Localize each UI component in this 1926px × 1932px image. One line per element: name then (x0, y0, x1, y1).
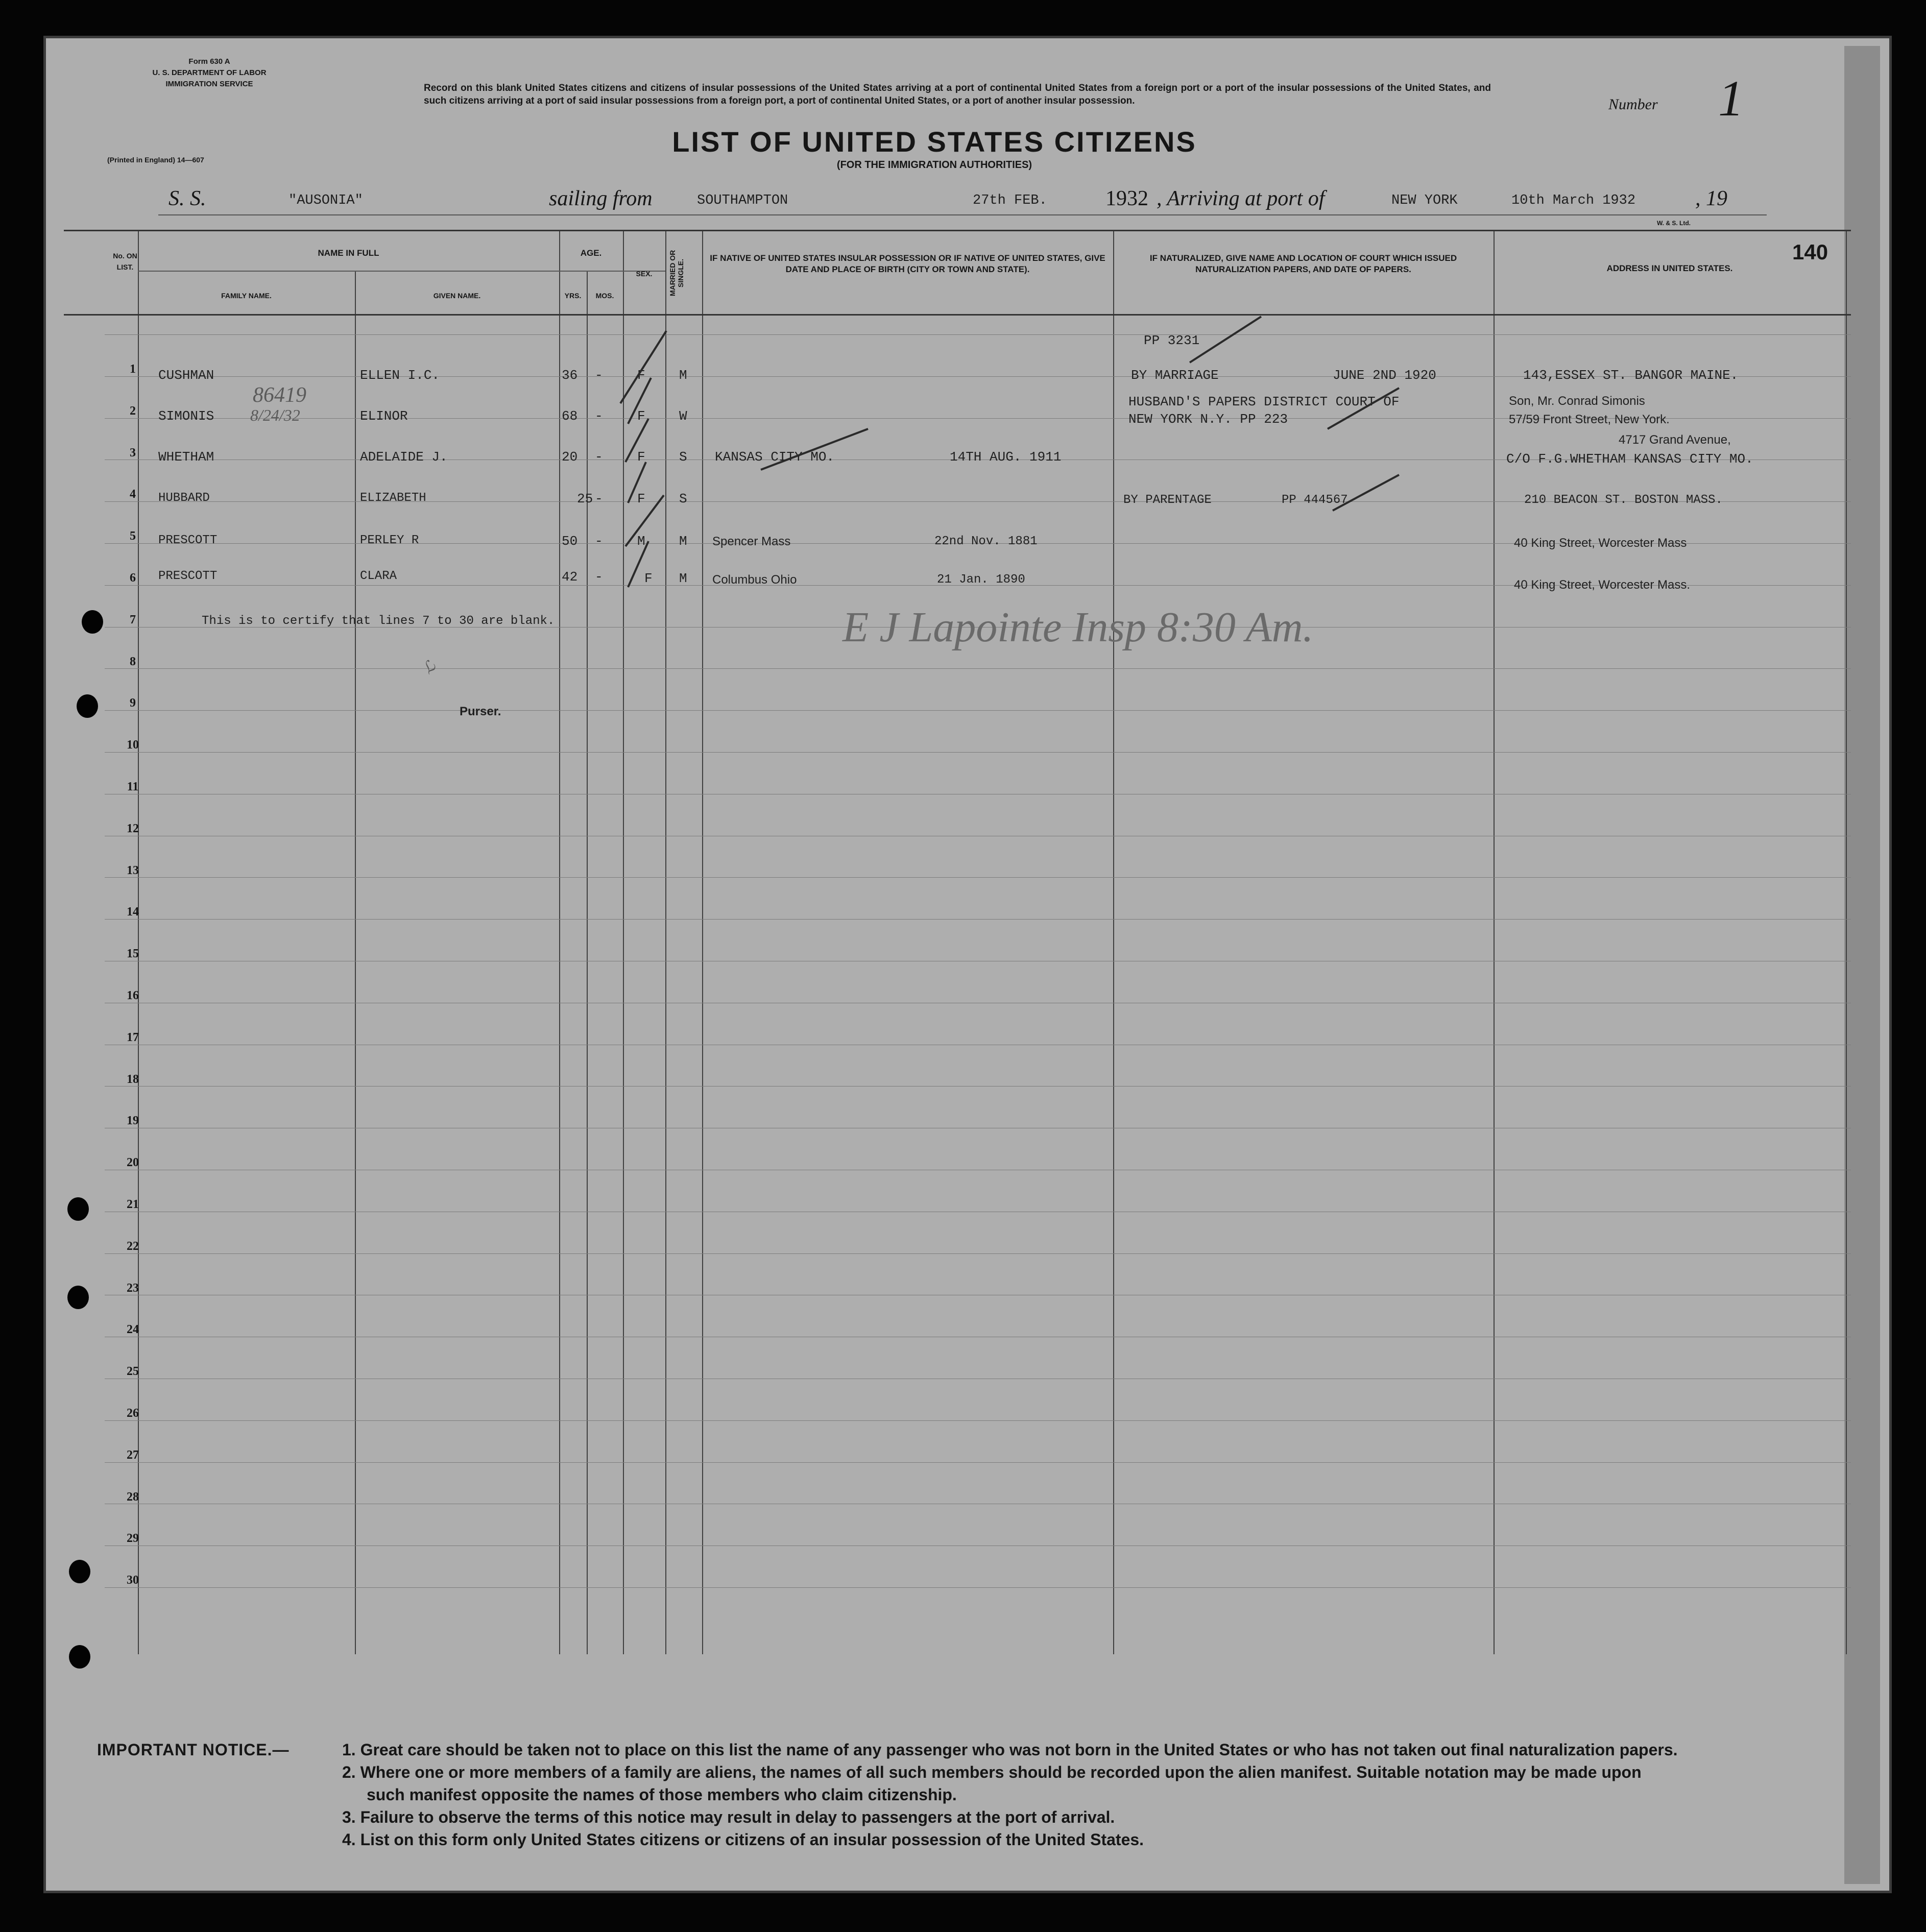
address-cell: 4717 Grand Avenue, (1619, 433, 1731, 447)
row-number: 24 (127, 1323, 139, 1336)
birth-place-cell: Spencer Mass (712, 535, 791, 548)
age-years-cell: 68 (562, 408, 578, 424)
purser-label: Purser. (460, 705, 501, 718)
row-number: 2 (130, 404, 136, 418)
birth-date-cell: 22nd Nov. 1881 (934, 535, 1038, 548)
row-number: 18 (127, 1073, 139, 1086)
check-mark (625, 419, 648, 462)
strike-mark (1333, 475, 1399, 511)
check-mark (628, 462, 646, 503)
naturalization-cell: BY PARENTAGE (1123, 493, 1212, 507)
list-number: 1 (1718, 70, 1744, 127)
page-number: 140 (1792, 240, 1828, 264)
row-number: 28 (127, 1490, 139, 1504)
row-number: 17 (127, 1031, 139, 1044)
given-name-cell: ELINOR (360, 408, 408, 424)
row-number: 14 (127, 905, 139, 919)
check-mark (625, 495, 664, 546)
sailing-label: sailing from (549, 187, 653, 210)
header-native-birth: IF NATIVE OF UNITED STATES INSULAR POSSESSION OR IF NATIVE OF UNITED STATES, GIVE DATE AND PLACE OF BIRTH (CITY OR TOWN AND STATE). (710, 253, 1105, 274)
strike-mark (761, 429, 868, 470)
sex-cell: F (637, 368, 645, 383)
sex-cell: F (637, 449, 645, 465)
address-cell: 143,ESSEX ST. BANGOR MAINE. (1523, 368, 1739, 383)
family-name-cell: CUSHMAN (158, 368, 214, 383)
row-number: 13 (127, 864, 139, 877)
sex-cell: M (637, 534, 645, 549)
family-name-cell: SIMONIS (158, 408, 214, 424)
notice-item-continued: such manifest opposite the names of those members who claim citizenship. (367, 1785, 957, 1804)
date-sailed: 27th FEB. (973, 193, 1047, 208)
row-number: 10 (127, 738, 139, 752)
address-cell: 40 King Street, Worcester Mass. (1514, 578, 1691, 592)
age-months-cell: - (595, 408, 603, 424)
printer-mark: W. & S. Ltd. (1657, 220, 1691, 227)
marital-cell: M (679, 368, 687, 383)
birth-date-cell: 14TH AUG. 1911 (950, 449, 1062, 465)
naturalization-cell-line2: NEW YORK N.Y. PP 223 (1128, 412, 1288, 427)
marital-cell: S (679, 491, 687, 506)
handwritten-date: 8/24/32 (250, 406, 300, 424)
purser-signature: ℒ (419, 658, 440, 678)
arriving-label: , Arriving at port of (1157, 187, 1325, 210)
family-name-cell: HUBBARD (158, 491, 210, 505)
marital-cell: M (679, 571, 687, 586)
row-number: 27 (127, 1448, 139, 1462)
header-naturalized: IF NATURALIZED, GIVE NAME AND LOCATION OF COURT WHICH ISSUED NATURALIZATION PAPERS, AND DATE OF PAPERS. (1149, 253, 1457, 274)
header-married-single: MARRIED OR SINGLE. (668, 250, 685, 297)
notice-item: 4. List on this form only United States citizens or citizens of an insular possession of the United States. (342, 1830, 1144, 1849)
service-name: IMMIGRATION SERVICE (165, 80, 253, 88)
sex-cell: F (644, 571, 653, 586)
naturalization-note: PP 3231 (1144, 333, 1200, 348)
department-name: U. S. DEPARTMENT OF LABOR (152, 68, 267, 77)
row-number: 3 (130, 446, 136, 460)
age-months-cell: - (595, 534, 603, 549)
given-name-cell: ADELAIDE J. (360, 449, 448, 465)
row-number: 16 (127, 989, 139, 1002)
sex-cell: F (637, 408, 645, 424)
header-years: YRS. (564, 292, 582, 300)
family-name-cell: WHETHAM (158, 449, 214, 465)
given-name-cell: CLARA (360, 569, 397, 583)
row-number: 4 (130, 488, 136, 501)
given-name-cell: ELLEN I.C. (360, 368, 440, 383)
notice-heading: IMPORTANT NOTICE.— (97, 1741, 290, 1759)
port-from: SOUTHAMPTON (697, 193, 788, 208)
row-number: 29 (127, 1532, 139, 1545)
header-no: No. ON LIST. (113, 252, 137, 271)
given-name-cell: ELIZABETH (360, 491, 426, 505)
page-subtitle: (FOR THE IMMIGRATION AUTHORITIES) (836, 159, 1032, 171)
strike-mark (1190, 317, 1261, 363)
row-number: 8 (130, 655, 136, 668)
port-to: NEW YORK (1391, 193, 1458, 208)
family-name-cell: PRESCOTT (158, 534, 218, 547)
naturalization-cell: BY MARRIAGE (1131, 368, 1219, 383)
ss-label: S. S. (168, 187, 206, 210)
notice-item: 2. Where one or more members of a family are aliens, the names of all such members should be recorded upon the alien manifest. Suitable notation may be made upon (342, 1763, 1642, 1781)
age-years-cell: 20 (562, 449, 578, 465)
ship-name: "AUSONIA" (288, 193, 363, 208)
header-given-name: GIVEN NAME. (433, 292, 481, 300)
year-suffix: , 19 (1695, 187, 1727, 210)
instructions-text: Record on this blank United States citizens and citizens of insular possessions of the United States arriving at a port of continental United States from a foreign port or a port of the insular possessions of the United States, and such citizens arriving at a port of said insular possessions from a foreign port, a port of continental United States, or a port of another insular possession. (424, 83, 1491, 106)
naturalization-date-cell: JUNE 2ND 1920 (1333, 368, 1436, 383)
birth-place-cell: Columbus Ohio (712, 573, 797, 587)
marital-cell: W (679, 408, 687, 424)
address-cell: Son, Mr. Conrad Simonis (1509, 394, 1645, 408)
row-number: 20 (127, 1156, 139, 1169)
row-number: 6 (130, 571, 136, 585)
header-name-in-full: NAME IN FULL (318, 248, 379, 258)
family-name-cell: PRESCOTT (158, 569, 218, 583)
certification-text: This is to certify that lines 7 to 30 are blank. (202, 614, 555, 628)
row-number: 15 (127, 947, 139, 960)
row-number: 21 (127, 1198, 139, 1211)
address-cell: 40 King Street, Worcester Mass (1514, 536, 1687, 550)
age-months-cell: - (595, 449, 603, 465)
age-years-cell: 25 (577, 491, 593, 506)
notice-list (342, 1738, 1833, 1851)
notice-item: 3. Failure to observe the terms of this notice may result in delay to passengers at the port of arrival. (342, 1808, 1115, 1826)
check-mark (628, 541, 648, 587)
row-number: 23 (127, 1282, 139, 1295)
row-number: 1 (130, 363, 136, 376)
row-number: 5 (130, 529, 136, 543)
address-cell: 210 BEACON ST. BOSTON MASS. (1524, 493, 1723, 507)
row-number: 11 (127, 780, 139, 793)
row-number: 25 (127, 1365, 139, 1378)
age-years-cell: 42 (562, 569, 578, 585)
birth-date-cell: 21 Jan. 1890 (937, 573, 1025, 587)
number-label: Number (1608, 96, 1658, 113)
inspector-signature: E J Lapointe Insp 8:30 Am. (842, 603, 1314, 651)
age-years-cell: 36 (562, 368, 578, 383)
row-number: 9 (130, 696, 136, 710)
header-address: ADDRESS IN UNITED STATES. (1606, 263, 1733, 273)
sex-cell: F (637, 491, 645, 506)
birth-place-cell: KANSAS CITY MO. (715, 449, 835, 465)
arrival-date: 10th March 1932 (1511, 193, 1636, 208)
marital-cell: M (679, 534, 687, 549)
page-title: LIST OF UNITED STATES CITIZENS (672, 126, 1197, 158)
age-years-cell: 50 (562, 534, 578, 549)
given-name-cell: PERLEY R (360, 534, 419, 547)
header-family-name: FAMILY NAME. (221, 292, 272, 300)
address-cell-line2: C/O F.G.WHETHAM KANSAS CITY MO. (1506, 451, 1753, 467)
address-cell-line2: 57/59 Front Street, New York. (1509, 413, 1670, 426)
row-number: 12 (127, 822, 139, 835)
strike-mark (1328, 388, 1399, 429)
marital-cell: S (679, 449, 687, 465)
row-number: 26 (127, 1407, 139, 1420)
age-months-cell: - (595, 368, 603, 383)
row-number: 22 (127, 1240, 139, 1253)
year-sailed: 1932 (1105, 187, 1148, 210)
naturalization-cell: HUSBAND'S PAPERS DISTRICT COURT OF (1128, 394, 1400, 409)
age-months-cell: - (595, 491, 603, 506)
printed-note: (Printed in England) 14—607 (107, 156, 204, 164)
header-months: MOS. (595, 292, 614, 300)
row-number: 30 (127, 1574, 139, 1587)
row-number: 19 (127, 1114, 139, 1127)
handwritten-note: 86419 (253, 383, 306, 407)
notice-item: 1. Great care should be taken not to place on this list the name of any passenger who was not born in the United States or who has not taken out final naturalization papers. (342, 1741, 1678, 1759)
naturalization-date-cell: PP 444567 (1282, 493, 1348, 507)
row-number: 7 (130, 613, 136, 626)
header-sex: SEX. (636, 270, 653, 278)
age-months-cell: - (595, 569, 603, 585)
form-number: Form 630 A (188, 57, 230, 66)
header-age: AGE. (580, 248, 602, 258)
